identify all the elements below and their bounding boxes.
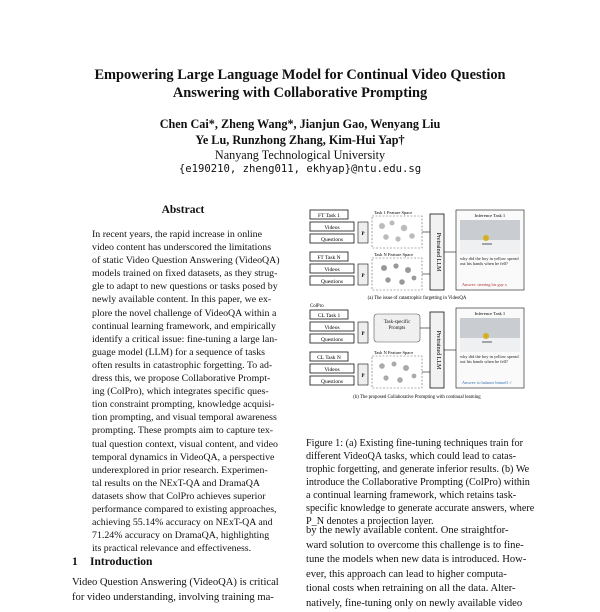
inference-label: Inference Task 1 xyxy=(474,213,506,218)
ft-task-1-label: FT Task 1 xyxy=(317,213,341,219)
abstract-line: dress this, we propose Collaborative Prompt- xyxy=(92,373,271,385)
abstract-line: models trained on fixed datasets, as they strug- xyxy=(92,268,278,280)
colpro-label: ColPro xyxy=(310,304,324,309)
abstract-line: underexplored in prior research. Experimen- xyxy=(92,464,268,476)
body-text-line: by the newly available content. One straightfor- xyxy=(306,525,509,536)
body-text-line: for video understanding, involving training ma- xyxy=(72,591,274,603)
abstract-line: tual question context, visual content, and video xyxy=(92,438,278,450)
snow-ground xyxy=(460,240,520,254)
abstract-line: plore the novel challenge of VideoQA within a xyxy=(92,307,277,319)
questions-label: Questions xyxy=(321,237,343,243)
videos-label: Videos xyxy=(324,367,340,373)
questions-label: Questions xyxy=(321,337,343,343)
questions-label: Questions xyxy=(321,279,343,285)
body-text-line: tional costs when retraining on all the data. Alter- xyxy=(306,583,516,595)
author-list xyxy=(60,116,540,148)
body-text-line: natively, fine-tuning only on newly available video xyxy=(306,597,523,609)
title-line: Empowering Large Language Model for Continual Video Question xyxy=(94,67,506,83)
abstract-line: achieving 55.14% accuracy on NExT-QA and xyxy=(92,517,273,529)
feature-space-label: Task N Feature Space xyxy=(374,350,414,355)
feature-cluster xyxy=(381,263,416,284)
figure-1 xyxy=(306,206,528,402)
abstract-line: newly available content. In this paper, we ex- xyxy=(92,294,272,306)
abstract-line: of static Video Question Answering (VideoQA) xyxy=(92,255,280,267)
snow-ground xyxy=(460,338,520,352)
videos-label: Videos xyxy=(324,225,340,231)
skier-figure xyxy=(483,333,489,339)
inference-label: Inference Task 1 xyxy=(474,311,506,316)
videos-label: Videos xyxy=(324,267,340,273)
inference-question: why did the boy in yellow spread out his hands when he fell? xyxy=(460,354,519,365)
abstract-line: its practical relevance and effectiveness. xyxy=(92,543,252,555)
ft-task-n-label: FT Task N xyxy=(317,255,341,261)
right-column-text xyxy=(306,524,528,612)
projection-symbol: P xyxy=(361,274,365,279)
feature-space-box xyxy=(372,356,422,388)
abstract-body xyxy=(92,228,280,555)
cl-task-n-label: CL Task N xyxy=(317,355,341,361)
section-title: Introduction xyxy=(90,556,153,568)
cl-task-1-label: CL Task 1 xyxy=(317,313,341,319)
projection-symbol: P xyxy=(361,232,365,237)
abstract-line: tal results on the NExT-QA and DramaQA xyxy=(92,477,261,489)
abstract-line: often results in catastrophic forgetting. To ad- xyxy=(92,359,273,371)
skier-figure xyxy=(483,235,489,241)
caption-line: introduce the Collaborative Prompting (ColPro) within xyxy=(306,477,530,488)
caption-line: trophic forgetting, and generate inferior results. (b) We xyxy=(306,464,530,475)
abstract-line: continual learning framework, and empirically xyxy=(92,320,276,332)
task-prompts-label: Task-specific Prompts xyxy=(383,320,411,331)
feature-space-box xyxy=(372,216,422,248)
abstract-line: ing (ColPro), which integrates specific ques- xyxy=(92,386,269,398)
affiliation: Nanyang Technological University xyxy=(214,148,386,162)
feature-cluster xyxy=(379,362,416,383)
projection-symbol: P xyxy=(361,332,365,337)
feature-space-box xyxy=(372,258,422,290)
abstract-line: guage model (LLM) for a sequence of tasks xyxy=(92,346,266,358)
abstract-line: tion constraint prompting, knowledge acquisi- xyxy=(92,399,275,411)
section-heading xyxy=(72,556,152,568)
abstract-line: 71.24% accuracy on DramaQA, highlighting xyxy=(92,530,270,542)
panel-b xyxy=(310,304,524,400)
caption-line: different VideoQA tasks, which could lead to catas- xyxy=(306,451,517,462)
paper-title xyxy=(60,66,540,102)
caption-line: Figure 1: (a) Existing fine-tuning techniques train for xyxy=(306,438,523,449)
pretrained-llm-label: Pretrained LLM xyxy=(435,330,441,370)
body-text-line: Video Question Answering (VideoQA) is critical xyxy=(72,577,279,588)
title-line: Answering with Collaborative Prompting xyxy=(172,85,428,101)
author-line: Chen Cai*, Zheng Wang*, Jianjun Gao, Wenyang Liu xyxy=(159,117,441,131)
pretrained-llm-label: Pretrained LLM xyxy=(435,232,441,272)
feature-space-label: Task N Feature Space xyxy=(374,252,414,257)
abstract-line: In recent years, the rapid increase in online xyxy=(92,229,262,240)
abstract-line: performance compared to existing approaches, xyxy=(92,503,277,515)
videos-label: Videos xyxy=(324,325,340,331)
figure-caption xyxy=(306,437,535,528)
abstract-line: temporal dynamics in VideoQA, a perspective xyxy=(92,451,275,463)
panel-b-caption: (b) The proposed Collaborative Prompting with continual learning xyxy=(353,395,481,400)
caption-line: a continual learning framework, which retains task- xyxy=(306,490,517,501)
abstract-heading: Abstract xyxy=(161,204,205,216)
abstract-line: gle to adapt to new questions or tasks posed by xyxy=(92,281,278,293)
inference-question: why did the boy in yellow spread out his hands when he fell? xyxy=(460,256,519,267)
abstract-line: video content has underscored the limitations xyxy=(92,242,272,254)
inference-answer-correct: Answer: to balance himself ✓ xyxy=(462,380,513,385)
feature-cluster xyxy=(379,221,415,242)
projection-symbol: P xyxy=(361,374,365,379)
body-text-line: ward solution to overcome this challenge is to fine- xyxy=(306,539,524,551)
inference-answer-wrong: Answer: steering his guy x xyxy=(462,282,507,287)
section-number: 1 xyxy=(72,556,78,568)
author-line: Ye Lu, Runzhong Zhang, Kim-Hui Yap† xyxy=(195,133,405,147)
questions-label: Questions xyxy=(321,379,343,385)
abstract-line: prompting. These prompts aim to capture tex- xyxy=(92,425,274,437)
abstract-line: datasets show that ColPro achieves superior xyxy=(92,490,266,502)
abstract-line: identify a critical issue: fine-tuning a large lan- xyxy=(92,333,278,345)
panel-a-caption: (a) The issue of catastrophic forgetting in VideoQA xyxy=(367,296,467,301)
body-text-line: tune the models when new data is introduced. How- xyxy=(306,554,527,566)
caption-line: specific knowledge to generate accurate answers, where xyxy=(306,503,535,514)
caption-line: P_N denotes a projection layer. xyxy=(306,516,434,527)
panel-a xyxy=(310,210,524,301)
body-text-line: ever, this approach can lead to higher computa- xyxy=(306,568,507,580)
feature-space-label: Task 1 Feature Space xyxy=(374,210,413,215)
introduction-body xyxy=(72,576,294,605)
author-emails: {e190210, zheng011, ekhyap}@ntu.edu.sg xyxy=(178,163,422,175)
abstract-line: tion prompting, and visual temporal awareness xyxy=(92,412,277,424)
